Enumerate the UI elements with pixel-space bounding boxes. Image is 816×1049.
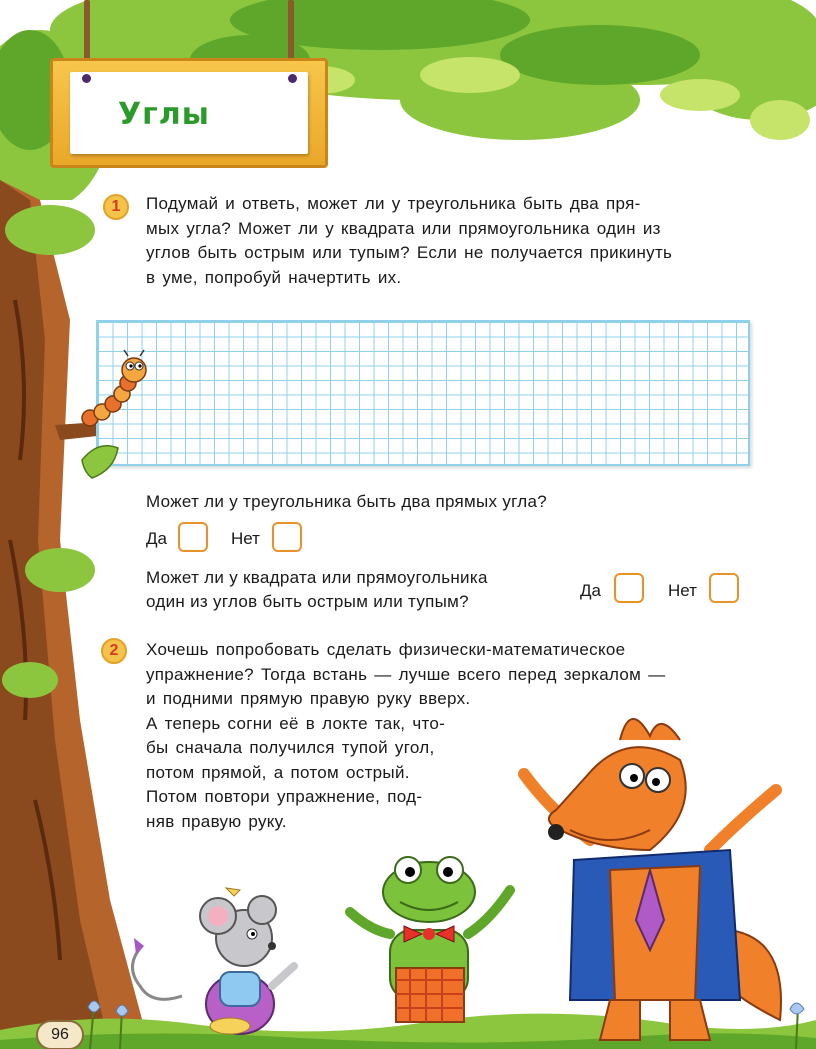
question-2-text — [146, 566, 488, 614]
task-2-line: няв правую руку. — [146, 811, 287, 831]
task-number-label: 2 — [109, 642, 119, 659]
mouse-illustration — [122, 876, 312, 1046]
no-label: Нет — [231, 529, 260, 548]
task-2-line: Хочешь попробовать сделать физически-математическое — [146, 640, 626, 659]
task-1-line: в уме, попробуй начертить их. — [146, 267, 402, 287]
question-2-yes-checkbox[interactable] — [614, 573, 644, 603]
task-1-line: Подумай и ответь, может ли у треугольника быть два пря- — [146, 194, 641, 213]
task-1-text — [146, 192, 750, 290]
question-line: Может ли у треугольника быть два прямых угла? — [146, 492, 548, 511]
pin-icon — [288, 74, 297, 83]
no-label: Нет — [668, 581, 697, 600]
drawing-grid[interactable] — [96, 320, 750, 466]
question-1-no-checkbox[interactable] — [272, 522, 302, 552]
task-2-line: А теперь согни её в локте так, что- — [146, 713, 446, 733]
task-number-label: 1 — [111, 198, 121, 215]
question-2-no-checkbox[interactable] — [709, 573, 739, 603]
task-number-1 — [103, 194, 129, 220]
caterpillar-illustration — [76, 348, 166, 438]
task-2-line: и подними прямую правую руку вверх. — [146, 689, 471, 708]
task-2-line: бы сначала получился тупой угол, — [146, 738, 435, 757]
yes-label: Да — [580, 581, 601, 600]
leaf-icon — [78, 440, 122, 482]
task-1-line: углов быть острым или тупым? Если не получается прикинуть — [146, 243, 673, 262]
page-title: Углы — [118, 97, 210, 132]
task-2-line: Потом повтори упражнение, под- — [146, 787, 423, 806]
page-number: 96 — [36, 1020, 84, 1049]
question-1-text — [146, 490, 547, 514]
task-2-line: упражнение? Тогда встань — лучше всего перед зеркалом — — [146, 664, 666, 684]
task-1-line: мых угла? Может ли у квадрата или прямоугольника один из — [146, 218, 661, 238]
right-rope — [288, 0, 294, 60]
left-rope — [84, 0, 90, 60]
question-line: один из углов быть острым или тупым? — [146, 592, 469, 611]
title-board — [50, 58, 328, 168]
yes-label: Да — [146, 529, 167, 548]
task-2-line: потом прямой, а потом острый. — [146, 762, 410, 782]
fox-illustration — [500, 700, 800, 1045]
question-1-yes-checkbox[interactable] — [178, 522, 208, 552]
question-line: Может ли у квадрата или прямоугольника — [146, 568, 488, 587]
task-number-2 — [101, 638, 127, 664]
pin-icon — [82, 74, 91, 83]
